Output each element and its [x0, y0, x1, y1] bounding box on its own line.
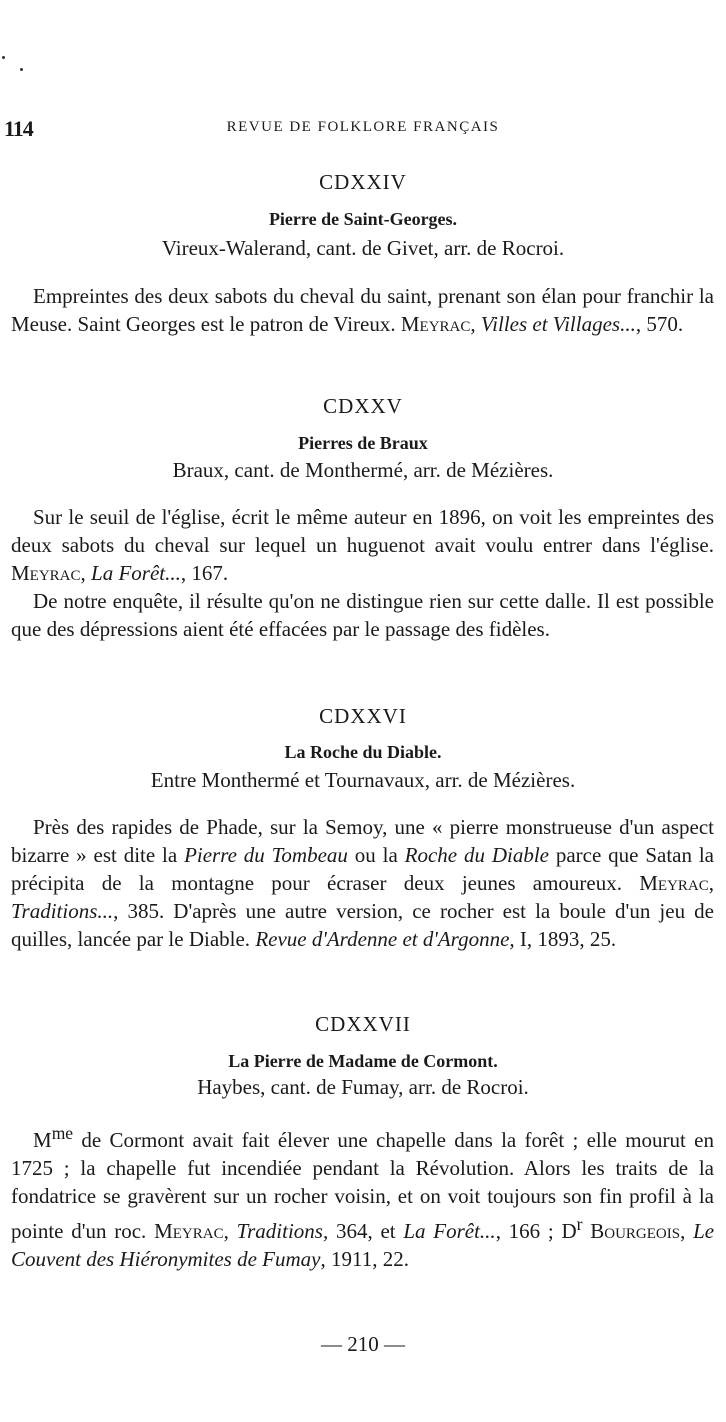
running-title: REVUE DE FOLKLORE FRANÇAIS — [226, 119, 500, 135]
place-name: Pierre du Tombeau — [184, 843, 348, 867]
section-location: Entre Monthermé et Tournavaux, arr. de Mézières. — [150, 768, 576, 792]
section-location: Braux, cant. de Monthermé, arr. de Mézières. — [172, 458, 554, 482]
author-name: Bourgeois — [590, 1219, 681, 1243]
journal-title: Revue d'Ardenne et d'Argonne, — [255, 927, 515, 951]
work-title: La Forêt... — [403, 1219, 496, 1243]
section-paragraph: Sur le seuil de l'église, écrit le même auteur en 1896, on voit les empreintes des deux sabots du cheval sur lequel un huguenot avait voulu entrer dans l'église. Meyrac, La Forêt..., 167. — [11, 505, 714, 585]
scan-speck — [2, 56, 5, 59]
work-title: Le Couvent des Hiéronymites de Fumay — [11, 1219, 715, 1271]
section-location: Haybes, cant. de Fumay, arr. de Rocroi. — [197, 1075, 529, 1099]
section-paragraph: Près des rapides de Phade, sur la Semoy, une « pierre monstrueuse d'un aspect bizarre » est dite la Pierre du Tombeau ou la Roche du Diable parce que Satan la précipita de la montagne pour écraser deux jeunes amoureux. Meyrac, Traditions..., 385. D'après une autre version, ce rocher est la boule d'un jeu de quilles, lancée par le Diable. Revue d'Ardenne et d'Argonne, I, 1893, 25. — [11, 815, 714, 951]
author-name: Meyrac — [154, 1219, 224, 1243]
section-title: Pierre de Saint-Georges. — [268, 209, 458, 229]
author-name: Meyrac — [11, 561, 81, 585]
section-number: CDXXVI — [319, 704, 407, 728]
section-title: La Pierre de Madame de Cormont. — [228, 1051, 498, 1071]
section-location: Vireux-Walerand, cant. de Givet, arr. de Rocroi. — [161, 236, 565, 260]
section-number: CDXXV — [323, 394, 403, 418]
section-title: La Roche du Diable. — [284, 742, 442, 762]
section-paragraph: Empreintes des deux sabots du cheval du saint, prenant son élan pour franchir la Meuse. Saint Georges est le patron de Vireux. Meyrac, Villes et Villages..., 570. — [11, 284, 714, 336]
place-name: Roche du Diable — [404, 843, 549, 867]
work-title: La Forêt... — [91, 561, 181, 585]
author-name: Meyrac — [400, 312, 471, 336]
page-folio: — 210 — — [321, 1332, 405, 1356]
section-paragraph: $M^{me}$ de Cormont avait fait élever une chapelle dans la forêt ; elle mourut en 1725 ; la chapelle fut incendiée pendant la Révolution. Alors les traits de la fondatrice se gravèrent sur un rocher voisin, et on voit toujours son fin profil à la pointe d'un roc. Meyrac, Traditions, 364, et La Forêt..., 166 ; $D^r$ Bourgeois, Le Couvent des Hiéronymites de Fumay, 1911, 22. — [11, 1123, 715, 1271]
page-header — [0, 116, 726, 140]
section-number: CDXXIV — [319, 170, 407, 194]
scan-speck — [20, 68, 23, 71]
section-title: Pierres de Braux — [298, 433, 428, 453]
section-paragraph: De notre enquête, il résulte qu'on ne distingue rien sur cette dalle. Il est possible que des dépressions aient été effacées par le passage des fidèles. — [11, 589, 714, 641]
author-name: Meyrac — [639, 871, 709, 895]
work-title: Traditions, — [236, 1219, 329, 1243]
work-title: Traditions... — [11, 899, 114, 923]
work-title: Villes et Villages... — [480, 312, 636, 336]
page-number: 114 — [4, 116, 33, 141]
section-number: CDXXVII — [315, 1012, 411, 1036]
